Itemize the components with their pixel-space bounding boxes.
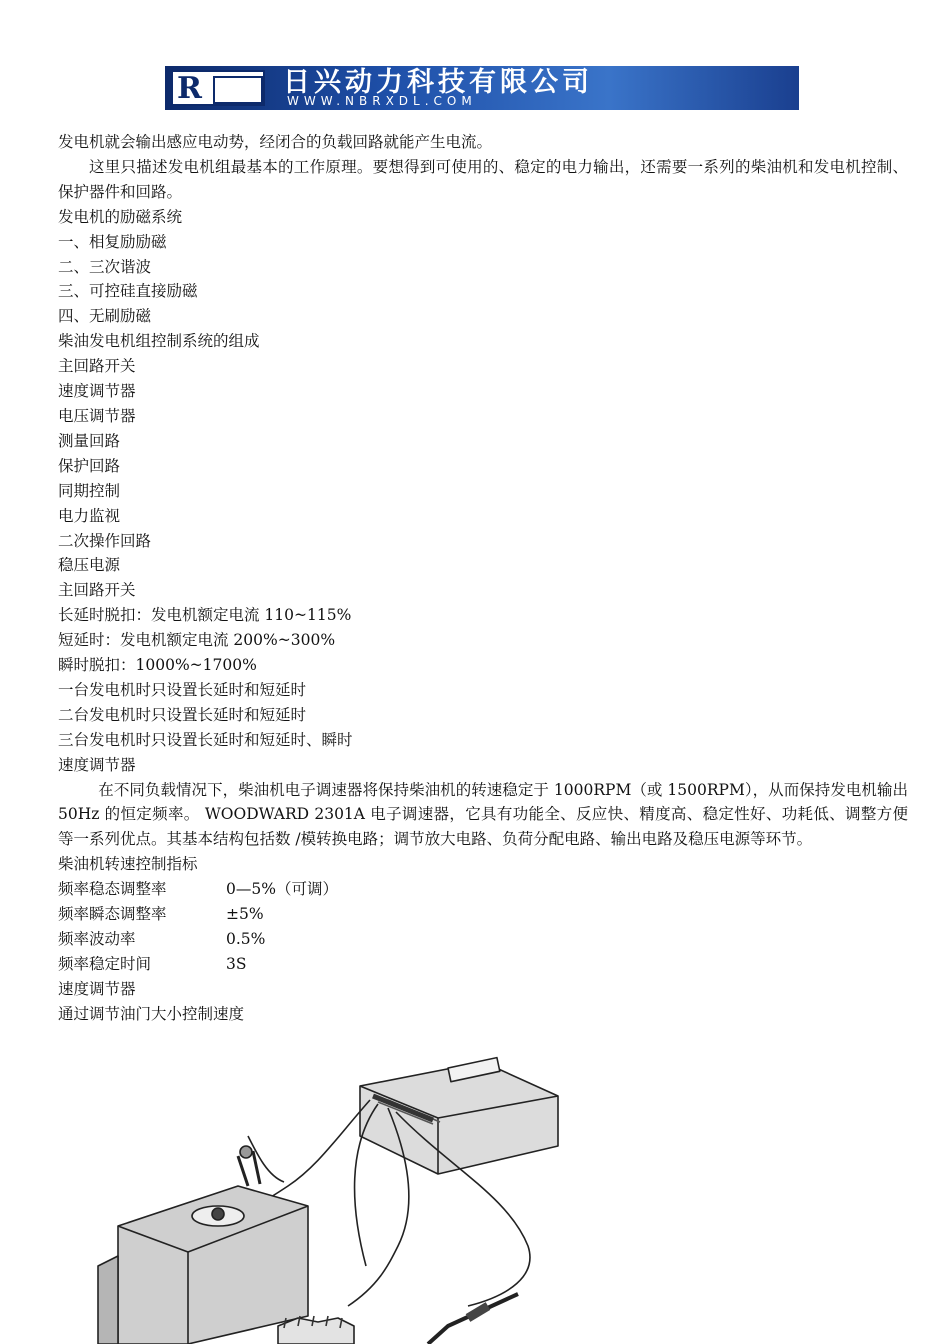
list-item: 同期控制 — [58, 481, 121, 500]
list-item: 测量回路 — [58, 431, 121, 450]
section-heading-speed-regulator: 速度调节器 — [58, 755, 136, 774]
spec-label: 频率稳态调整率 — [58, 880, 167, 899]
company-banner — [165, 66, 799, 110]
logo-letter: R — [177, 71, 202, 106]
paragraph: 这里只描述发电机组最基本的工作原理。要想得到可使用的、稳定的电力输出，还需要一系列的柴油机和发电机控制、保护器件和回路。 — [58, 157, 908, 201]
list-item: 二次操作回路 — [58, 531, 152, 550]
spec-label: 频率波动率 — [58, 930, 136, 948]
list-item: 电力监视 — [58, 506, 121, 525]
list-item: 四、无刷励磁 — [58, 307, 152, 326]
spec-value: 0—5%（可调） — [226, 880, 338, 899]
spec-row — [58, 877, 908, 902]
paragraph: 发电机就会输出感应电动势，经闭合的负载回路就能产生电流。 — [58, 133, 493, 151]
list-item: 主回路开关 — [58, 357, 136, 376]
company-website: WWW.NBRXDL.COM — [287, 94, 477, 108]
list-item: 电压调节器 — [58, 406, 136, 425]
logo-mark — [213, 76, 263, 104]
paragraph: 在不同负载情况下，柴油机电子调速器将保持柴油机的转速稳定于 1000RPM（或 1500RPM），从而保持发电机输出 50Hz 的恒定频率。 WOODWARD 2301A 电子调速器，它具有功能全、反应快、精度高、稳定性好、功耗低、调整方便等一系列优点。其基本结构包括数 /模转换电路；调节放大电路、负荷分配电路、输出电路及稳压电源等环节。 — [58, 780, 908, 849]
company-logo — [171, 70, 265, 106]
list-item: 三、可控硅直接励磁 — [58, 282, 198, 301]
list-item: 稳压电源 — [58, 556, 121, 575]
company-name: 日兴动力科技有限公司 — [283, 67, 593, 98]
section-heading-control-system: 柴油发电机组控制系统的组成 — [58, 332, 260, 351]
section-heading-main-switch: 主回路开关 — [58, 581, 136, 600]
list-item: 二、三次谐波 — [58, 257, 152, 276]
list-item: 一、相复励励磁 — [58, 232, 167, 251]
list-item: 速度调节器 — [58, 382, 136, 401]
spec-label: 频率稳定时间 — [58, 954, 152, 973]
list-item: 二台发电机时只设置长延时和短延时 — [58, 705, 307, 724]
paragraph: 通过调节油门大小控制速度 — [58, 1004, 245, 1023]
section-heading-speed-control: 柴油机转速控制指标 — [58, 855, 198, 874]
document-body — [58, 130, 908, 1027]
spec-row — [58, 952, 908, 977]
section-heading-excitation: 发电机的励磁系统 — [58, 207, 183, 226]
list-item: 三台发电机时只设置长延时和短延时、瞬时 — [58, 730, 353, 749]
section-heading-speed-regulator-2: 速度调节器 — [58, 979, 136, 998]
list-item: 长延时脱扣：发电机额定电流 110~115% — [58, 606, 352, 625]
spec-value: 3S — [226, 954, 247, 973]
list-item: 保护回路 — [58, 456, 121, 475]
governor-actuator-illustration — [88, 1056, 568, 1344]
spec-row — [58, 902, 908, 927]
spec-label: 频率瞬态调整率 — [58, 905, 167, 924]
list-item: 短延时：发电机额定电流 200%~300% — [58, 631, 336, 650]
spec-row — [58, 927, 908, 952]
list-item: 瞬时脱扣：1000%~1700% — [58, 656, 257, 675]
list-item: 一台发电机时只设置长延时和短延时 — [58, 680, 307, 699]
spec-value: ±5% — [226, 905, 264, 924]
spec-value: 0.5% — [226, 930, 266, 948]
